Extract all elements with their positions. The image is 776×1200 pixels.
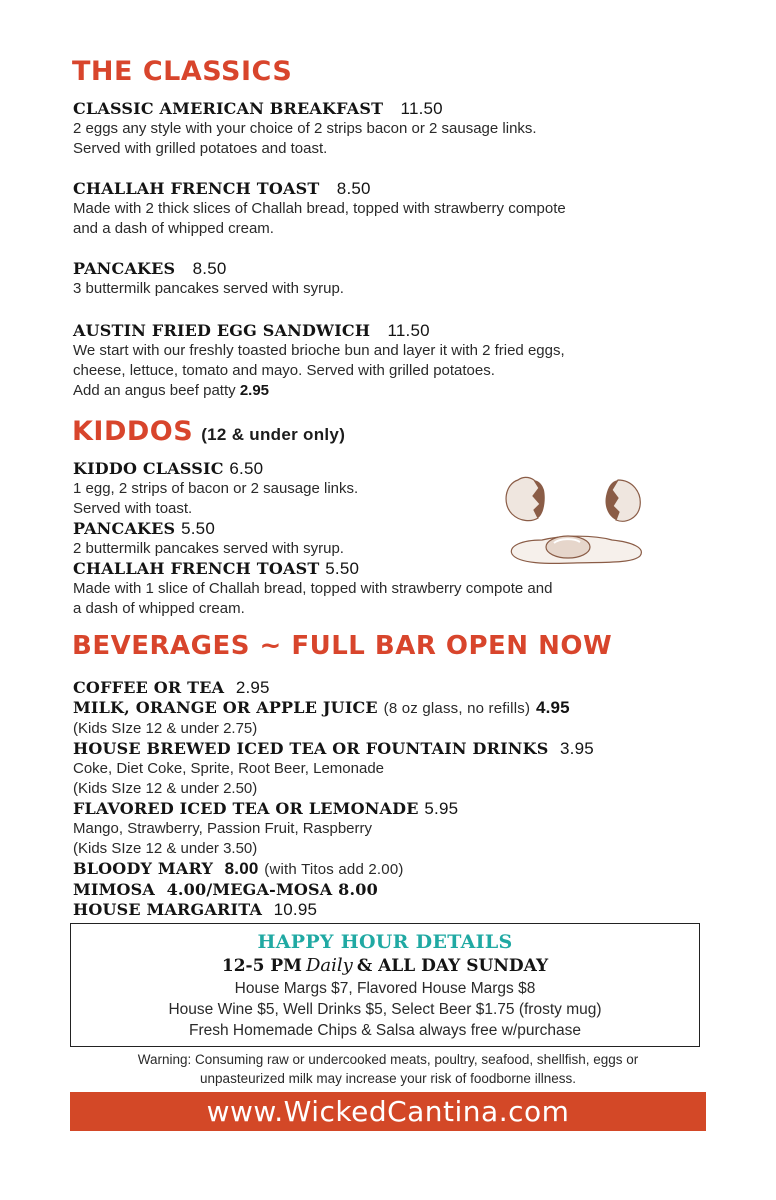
addon-text: Add an angus beef patty bbox=[73, 382, 236, 399]
beverage-list bbox=[73, 678, 713, 920]
section-heading-beverages: BEVERAGES ~ FULL BAR OPEN NOW bbox=[72, 631, 613, 661]
item-price: 3.95 bbox=[560, 739, 594, 758]
item-description: Served with grilled potatoes and toast. bbox=[73, 140, 328, 157]
item-price: 5.95 bbox=[424, 799, 459, 818]
item-title bbox=[73, 698, 713, 719]
happy-hour-line: Fresh Homemade Chips & Salsa always free w/purchase bbox=[189, 1022, 581, 1039]
item-price: 6.50 bbox=[229, 459, 264, 478]
item-title bbox=[73, 880, 713, 900]
hours-suffix: & ALL DAY SUNDAY bbox=[356, 956, 549, 976]
item-name: FLAVORED ICED TEA OR LEMONADE bbox=[73, 799, 419, 818]
warning-line: unpasteurized milk may increase your risk of foodborne illness. bbox=[200, 1071, 576, 1086]
item-name: COFFEE OR TEA bbox=[73, 678, 225, 697]
item-price: 8.50 bbox=[192, 259, 227, 278]
item-name: BLOODY MARY bbox=[73, 859, 214, 878]
item-title bbox=[73, 179, 713, 199]
item-note: (8 oz glass, no refills) bbox=[383, 700, 531, 717]
item-name: PANCAKES bbox=[73, 519, 176, 538]
item-description: Mango, Strawberry, Passion Fruit, Raspberry bbox=[73, 820, 372, 837]
item-title bbox=[73, 259, 713, 279]
kiddos-title: KIDDOS bbox=[72, 416, 194, 447]
hours-script: Daily bbox=[305, 955, 353, 976]
item-name: MIMOSA bbox=[73, 880, 156, 899]
happy-hour-hours bbox=[71, 954, 699, 978]
happy-hour-line: House Wine $5, Well Drinks $5, Select Beer $1.75 (frosty mug) bbox=[168, 1001, 602, 1018]
menu-item bbox=[73, 259, 713, 299]
item-price: 10.95 bbox=[273, 900, 318, 919]
item-description: a dash of whipped cream. bbox=[73, 600, 245, 617]
item-title bbox=[73, 321, 713, 341]
kiddos-age-note: (12 & under only) bbox=[201, 425, 346, 444]
item-name: HOUSE MARGARITA bbox=[73, 900, 263, 919]
addon-price: 2.95 bbox=[239, 382, 270, 399]
item-description: cheese, lettuce, tomato and mayo. Served with grilled potatoes. bbox=[73, 362, 495, 379]
item-description: Coke, Diet Coke, Sprite, Root Beer, Lemonade bbox=[73, 760, 385, 777]
item-description: 1 egg, 2 strips of bacon or 2 sausage links. bbox=[73, 480, 359, 497]
item-price: 11.50 bbox=[387, 321, 430, 340]
happy-hour-box bbox=[70, 923, 700, 1047]
food-safety-warning bbox=[70, 1050, 706, 1088]
item-name: KIDDO CLASSIC bbox=[73, 459, 224, 478]
cracked-egg-illustration bbox=[500, 470, 655, 570]
warning-line: Warning: Consuming raw or undercooked meats, poultry, seafood, shellfish, eggs or bbox=[137, 1052, 639, 1067]
item-name: MILK, ORANGE OR APPLE JUICE bbox=[73, 698, 378, 717]
item-description: 2 eggs any style with your choice of 2 strips bacon or 2 sausage links. bbox=[73, 120, 537, 137]
menu-item bbox=[73, 179, 713, 239]
section-heading-kiddos bbox=[72, 416, 345, 447]
item-title bbox=[73, 678, 713, 698]
item-description: 3 buttermilk pancakes served with syrup. bbox=[73, 280, 344, 297]
item-description: (Kids SIze 12 & under 3.50) bbox=[73, 840, 258, 857]
item-description: Served with toast. bbox=[73, 500, 193, 517]
happy-hour-title: HAPPY HOUR DETAILS bbox=[257, 931, 513, 953]
item-description: We start with our freshly toasted brioche bun and layer it with 2 fried eggs, bbox=[73, 342, 565, 359]
item-description: and a dash of whipped cream. bbox=[73, 220, 274, 237]
menu-item bbox=[73, 99, 713, 159]
item-title bbox=[73, 99, 713, 119]
egg-shell-right-icon bbox=[605, 480, 640, 521]
item-description: (Kids SIze 12 & under 2.75) bbox=[73, 720, 258, 737]
item-addon bbox=[73, 381, 713, 401]
item-title bbox=[73, 900, 713, 920]
item-title bbox=[73, 799, 713, 819]
item-price: 8.50 bbox=[336, 179, 371, 198]
item-name: HOUSE BREWED ICED TEA OR FOUNTAIN DRINKS bbox=[73, 739, 549, 758]
item-note: (with Titos add 2.00) bbox=[264, 861, 404, 878]
website-link[interactable]: www.WickedCantina.com bbox=[70, 1092, 706, 1131]
fried-egg-icon bbox=[511, 536, 641, 563]
item-title bbox=[73, 859, 713, 880]
item-title bbox=[73, 739, 713, 759]
menu-item bbox=[73, 321, 713, 401]
item-name: CLASSIC AMERICAN BREAKFAST bbox=[73, 99, 384, 118]
item-price: 2.95 bbox=[235, 678, 270, 697]
item-description: Made with 2 thick slices of Challah bread, topped with strawberry compote bbox=[73, 200, 566, 217]
happy-hour-line: House Margs $7, Flavored House Margs $8 bbox=[234, 980, 536, 997]
item-price: 11.50 bbox=[400, 99, 443, 118]
section-heading-classics: THE CLASSICS bbox=[72, 56, 293, 87]
item-description: (Kids SIze 12 & under 2.50) bbox=[73, 780, 258, 797]
egg-shell-left-icon bbox=[506, 477, 545, 520]
item-price: 8.00 bbox=[224, 859, 259, 878]
item-name: PANCAKES bbox=[73, 259, 176, 278]
hours-prefix: 12-5 PM bbox=[221, 956, 302, 976]
item-price: 5.50 bbox=[181, 519, 215, 538]
item-description: 2 buttermilk pancakes served with syrup. bbox=[73, 540, 344, 557]
item-name: CHALLAH FRENCH TOAST bbox=[73, 179, 320, 198]
item-name: AUSTIN FRIED EGG SANDWICH bbox=[73, 321, 371, 340]
item-description: Made with 1 slice of Challah bread, topped with strawberry compote and bbox=[73, 580, 553, 597]
item-price: 5.50 bbox=[325, 559, 360, 578]
item-price: 4.95 bbox=[535, 698, 570, 717]
item-price: 4.00/MEGA-MOSA 8.00 bbox=[166, 880, 378, 899]
item-name: CHALLAH FRENCH TOAST bbox=[73, 559, 320, 578]
